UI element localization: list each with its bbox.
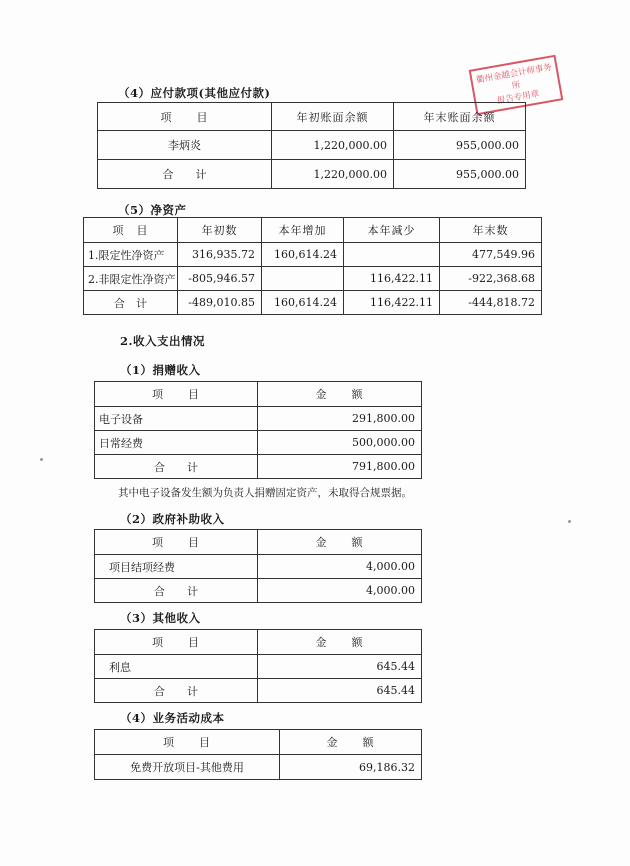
- row-item: 李炳炎: [98, 131, 272, 160]
- row-item: 免费开放项目-其他费用: [95, 755, 280, 780]
- row-item: 合 计: [95, 679, 258, 703]
- row-amount: 645.44: [258, 679, 422, 703]
- row-amount: 69,186.32: [280, 755, 422, 780]
- subsidy-title: （2）政府补助收入: [120, 512, 225, 526]
- net-assets-title: （5）净资产: [118, 203, 187, 217]
- row-item: 利息: [95, 655, 258, 679]
- row-begin: 316,935.72: [178, 243, 262, 267]
- table-row: [95, 755, 422, 780]
- activity-cost-table: [94, 729, 422, 780]
- row-amount: 500,000.00: [258, 431, 422, 455]
- row-amount: 4,000.00: [258, 555, 422, 579]
- table-header-row: [95, 730, 422, 755]
- table-row: [84, 243, 542, 267]
- other-income-title: （3）其他收入: [120, 611, 201, 625]
- row-item: 日常经费: [95, 431, 258, 455]
- header-item: 项 目: [98, 103, 272, 131]
- header-item: 项 目: [95, 530, 258, 555]
- row-end: 955,000.00: [394, 131, 526, 160]
- table-header-row: [84, 218, 542, 243]
- row-begin: 1,220,000.00: [272, 160, 394, 189]
- row-end: 955,000.00: [394, 160, 526, 189]
- table-row: [98, 131, 526, 160]
- seal-line-1: 衢州金越会计师事务所: [475, 62, 553, 92]
- scan-speck: [568, 520, 571, 523]
- table-total-row: [98, 160, 526, 189]
- header-item: 项 目: [95, 730, 280, 755]
- row-end: 477,549.96: [440, 243, 542, 267]
- row-item: 电子设备: [95, 407, 258, 431]
- row-begin: -805,946.57: [178, 267, 262, 291]
- row-begin: 1,220,000.00: [272, 131, 394, 160]
- header-begin: 年初数: [178, 218, 262, 243]
- header-amount: 金 额: [258, 630, 422, 655]
- row-item: 项目结项经费: [95, 555, 258, 579]
- seal-line-2: 报告专用章: [496, 89, 541, 107]
- other-income-table: [94, 629, 422, 703]
- row-amount: 791,800.00: [258, 455, 422, 479]
- income-section-title: 2.收入支出情况: [120, 334, 206, 348]
- row-item: 合 计: [84, 291, 178, 315]
- header-end: 年末数: [440, 218, 542, 243]
- table-header-row: [95, 530, 422, 555]
- table-row: [95, 407, 422, 431]
- header-item: 项 目: [95, 382, 258, 407]
- header-item: 项 目: [95, 630, 258, 655]
- row-decrease: [344, 243, 440, 267]
- donation-title: （1）捐赠收入: [120, 363, 201, 377]
- header-amount: 金 额: [280, 730, 422, 755]
- table-row: [95, 555, 422, 579]
- row-increase: [262, 267, 344, 291]
- row-begin: -489,010.85: [178, 291, 262, 315]
- scan-speck: [40, 458, 43, 461]
- table-row: [95, 655, 422, 679]
- row-decrease: 116,422.11: [344, 291, 440, 315]
- table-row: [84, 267, 542, 291]
- header-end-balance: 年末账面余额: [394, 103, 526, 131]
- net-assets-table: [83, 217, 542, 315]
- row-increase: 160,614.24: [262, 291, 344, 315]
- payables-table: [97, 102, 526, 189]
- header-amount: 金 额: [258, 382, 422, 407]
- table-total-row: [95, 455, 422, 479]
- table-header-row: [95, 630, 422, 655]
- row-item: 1.限定性净资产: [84, 243, 178, 267]
- row-item: 2.非限定性净资产: [84, 267, 178, 291]
- row-end: -922,368.68: [440, 267, 542, 291]
- payables-title: （4）应付款项(其他应付款): [118, 86, 271, 100]
- row-decrease: 116,422.11: [344, 267, 440, 291]
- row-end: -444,818.72: [440, 291, 542, 315]
- table-total-row: [95, 679, 422, 703]
- header-begin-balance: 年初账面余额: [272, 103, 394, 131]
- table-header-row: [95, 382, 422, 407]
- header-increase: 本年增加: [262, 218, 344, 243]
- table-total-row: [95, 579, 422, 603]
- header-decrease: 本年减少: [344, 218, 440, 243]
- row-increase: 160,614.24: [262, 243, 344, 267]
- table-total-row: [84, 291, 542, 315]
- activity-cost-title: （4）业务活动成本: [120, 711, 225, 725]
- header-amount: 金 额: [258, 530, 422, 555]
- row-item: 合 计: [95, 579, 258, 603]
- row-amount: 645.44: [258, 655, 422, 679]
- row-item: 合 计: [95, 455, 258, 479]
- row-item: 合 计: [98, 160, 272, 189]
- table-row: [95, 431, 422, 455]
- row-amount: 4,000.00: [258, 579, 422, 603]
- row-amount: 291,800.00: [258, 407, 422, 431]
- header-item: 项 目: [84, 218, 178, 243]
- table-header-row: [98, 103, 526, 131]
- subsidy-table: [94, 529, 422, 603]
- donation-note: 其中电子设备发生额为负责人捐赠固定资产，未取得合规票据。: [118, 487, 412, 499]
- donation-table: [94, 381, 422, 479]
